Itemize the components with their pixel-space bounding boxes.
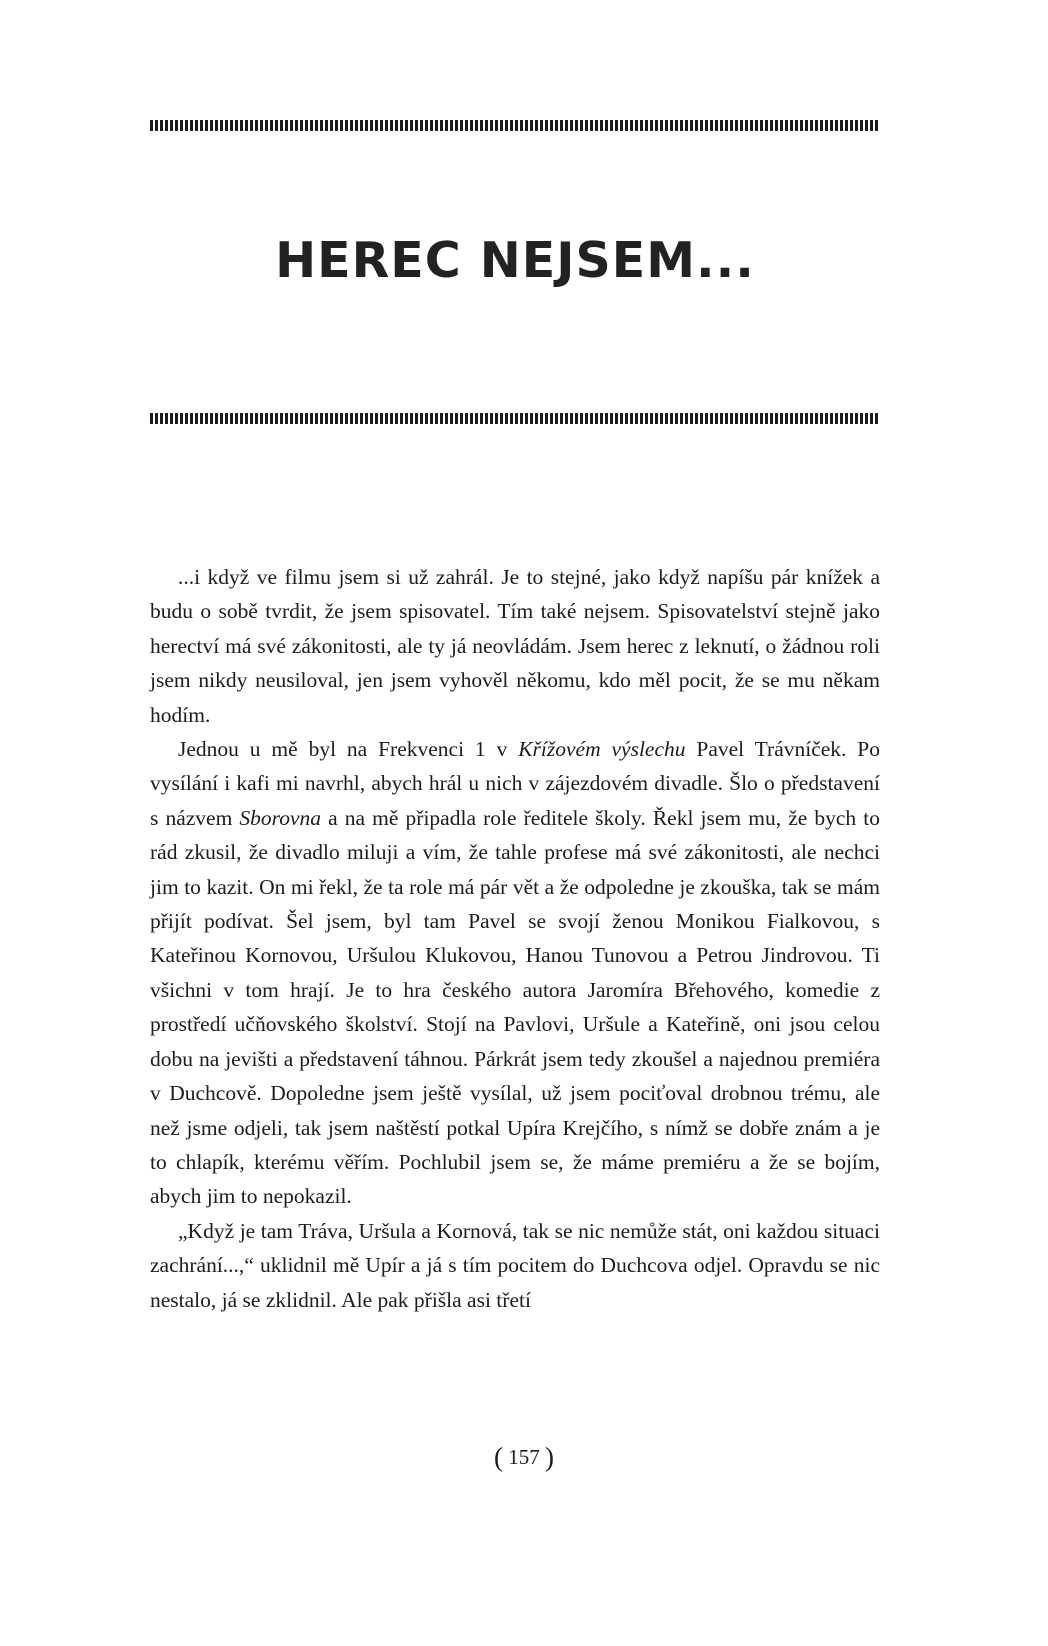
paragraph-1: ...i když ve filmu jsem si už zahrál. Je to stejné, jako když napíšu pár knížek a budu o sobě tvrdit, že jsem spisovatel. Tím také nejsem. Spisovatelství stejně jako herectví má své zákonitosti, ale ty já neovládám. Jsem herec z leknutí, o žádnou roli jsem nikdy neusiloval, jen jsem vyhověl někomu, kdo měl pocit, že se mu někam hodím. <box>150 565 880 727</box>
top-decorative-rule <box>150 120 880 131</box>
paragraph-2-part-1: Jednou u mě byl na Frekvenci 1 v <box>178 737 519 762</box>
paragraph-3: „Když je tam Tráva, Uršula a Kornová, tak se nic nemůže stát, oni každou situaci zachrání...,“ uklidnil mě Upír a já s tím pocitem do Duchcova odjel. Opravdu se nic nestalo, já se zklidnil. Ale pak přišla asi třetí <box>150 1218 880 1312</box>
chapter-title: HEREC NEJSEM... <box>275 232 755 289</box>
paragraph-2-part-2: Pavel Trávníček. Po vysílání i kafi mi navrhl, abych hrál u nich v zájezdovém divadle. Šlo o představení s názvem <box>150 737 881 830</box>
chapter-body <box>150 560 880 1317</box>
bottom-decorative-rule <box>150 413 880 424</box>
italic-title-sborovna: Sborovna <box>239 805 322 830</box>
page-number <box>0 1442 1048 1473</box>
page-number-open-paren: ( <box>494 1442 503 1472</box>
italic-title-krizovy-vyslech: Křížovém výslechu <box>518 737 686 762</box>
page-number-value: 157 <box>508 1445 540 1469</box>
paragraph-2-part-3: a na mě připadla role ředitele školy. Řekl jsem mu, že bych to rád zkusil, že divadlo miluji a vím, že tahle profese má své zákonitosti, ale nechci jim to kazit. On mi řekl, že ta role má pár vět a že odpoledne je zkouška, tak se mám přijít podívat. Šel jsem, byl tam Pavel se svojí ženou Monikou Fialkovou, s Kateřinou Kornovou, Uršulou Klukovou, Hanou Tunovou a Petrou Jindrovou. Ti všichni v tom hrají. Je to hra českého autora Jaromíra Břehového, komedie z prostředí učňovského školství. Stojí na Pavlovi, Uršule a Kateřině, oni jsou celou dobu na jevišti a představení táhnou. Párkrát jsem tedy zkoušel a najednou premiéra v Duchcově. Dopoledne jsem ještě vysílal, už jsem pociťoval drobnou trému, ale než jsme odjeli, tak jsem naštěstí potkal Upíra Krejčího, s nímž se dobře znám a je to chlapík, kterému věřím. Pochlubil jsem se, že máme premiéru a že se bojím, abych jim to nepokazil. <box>150 805 880 1209</box>
paragraph-2 <box>150 732 880 1214</box>
page-number-close-paren: ) <box>545 1442 554 1472</box>
